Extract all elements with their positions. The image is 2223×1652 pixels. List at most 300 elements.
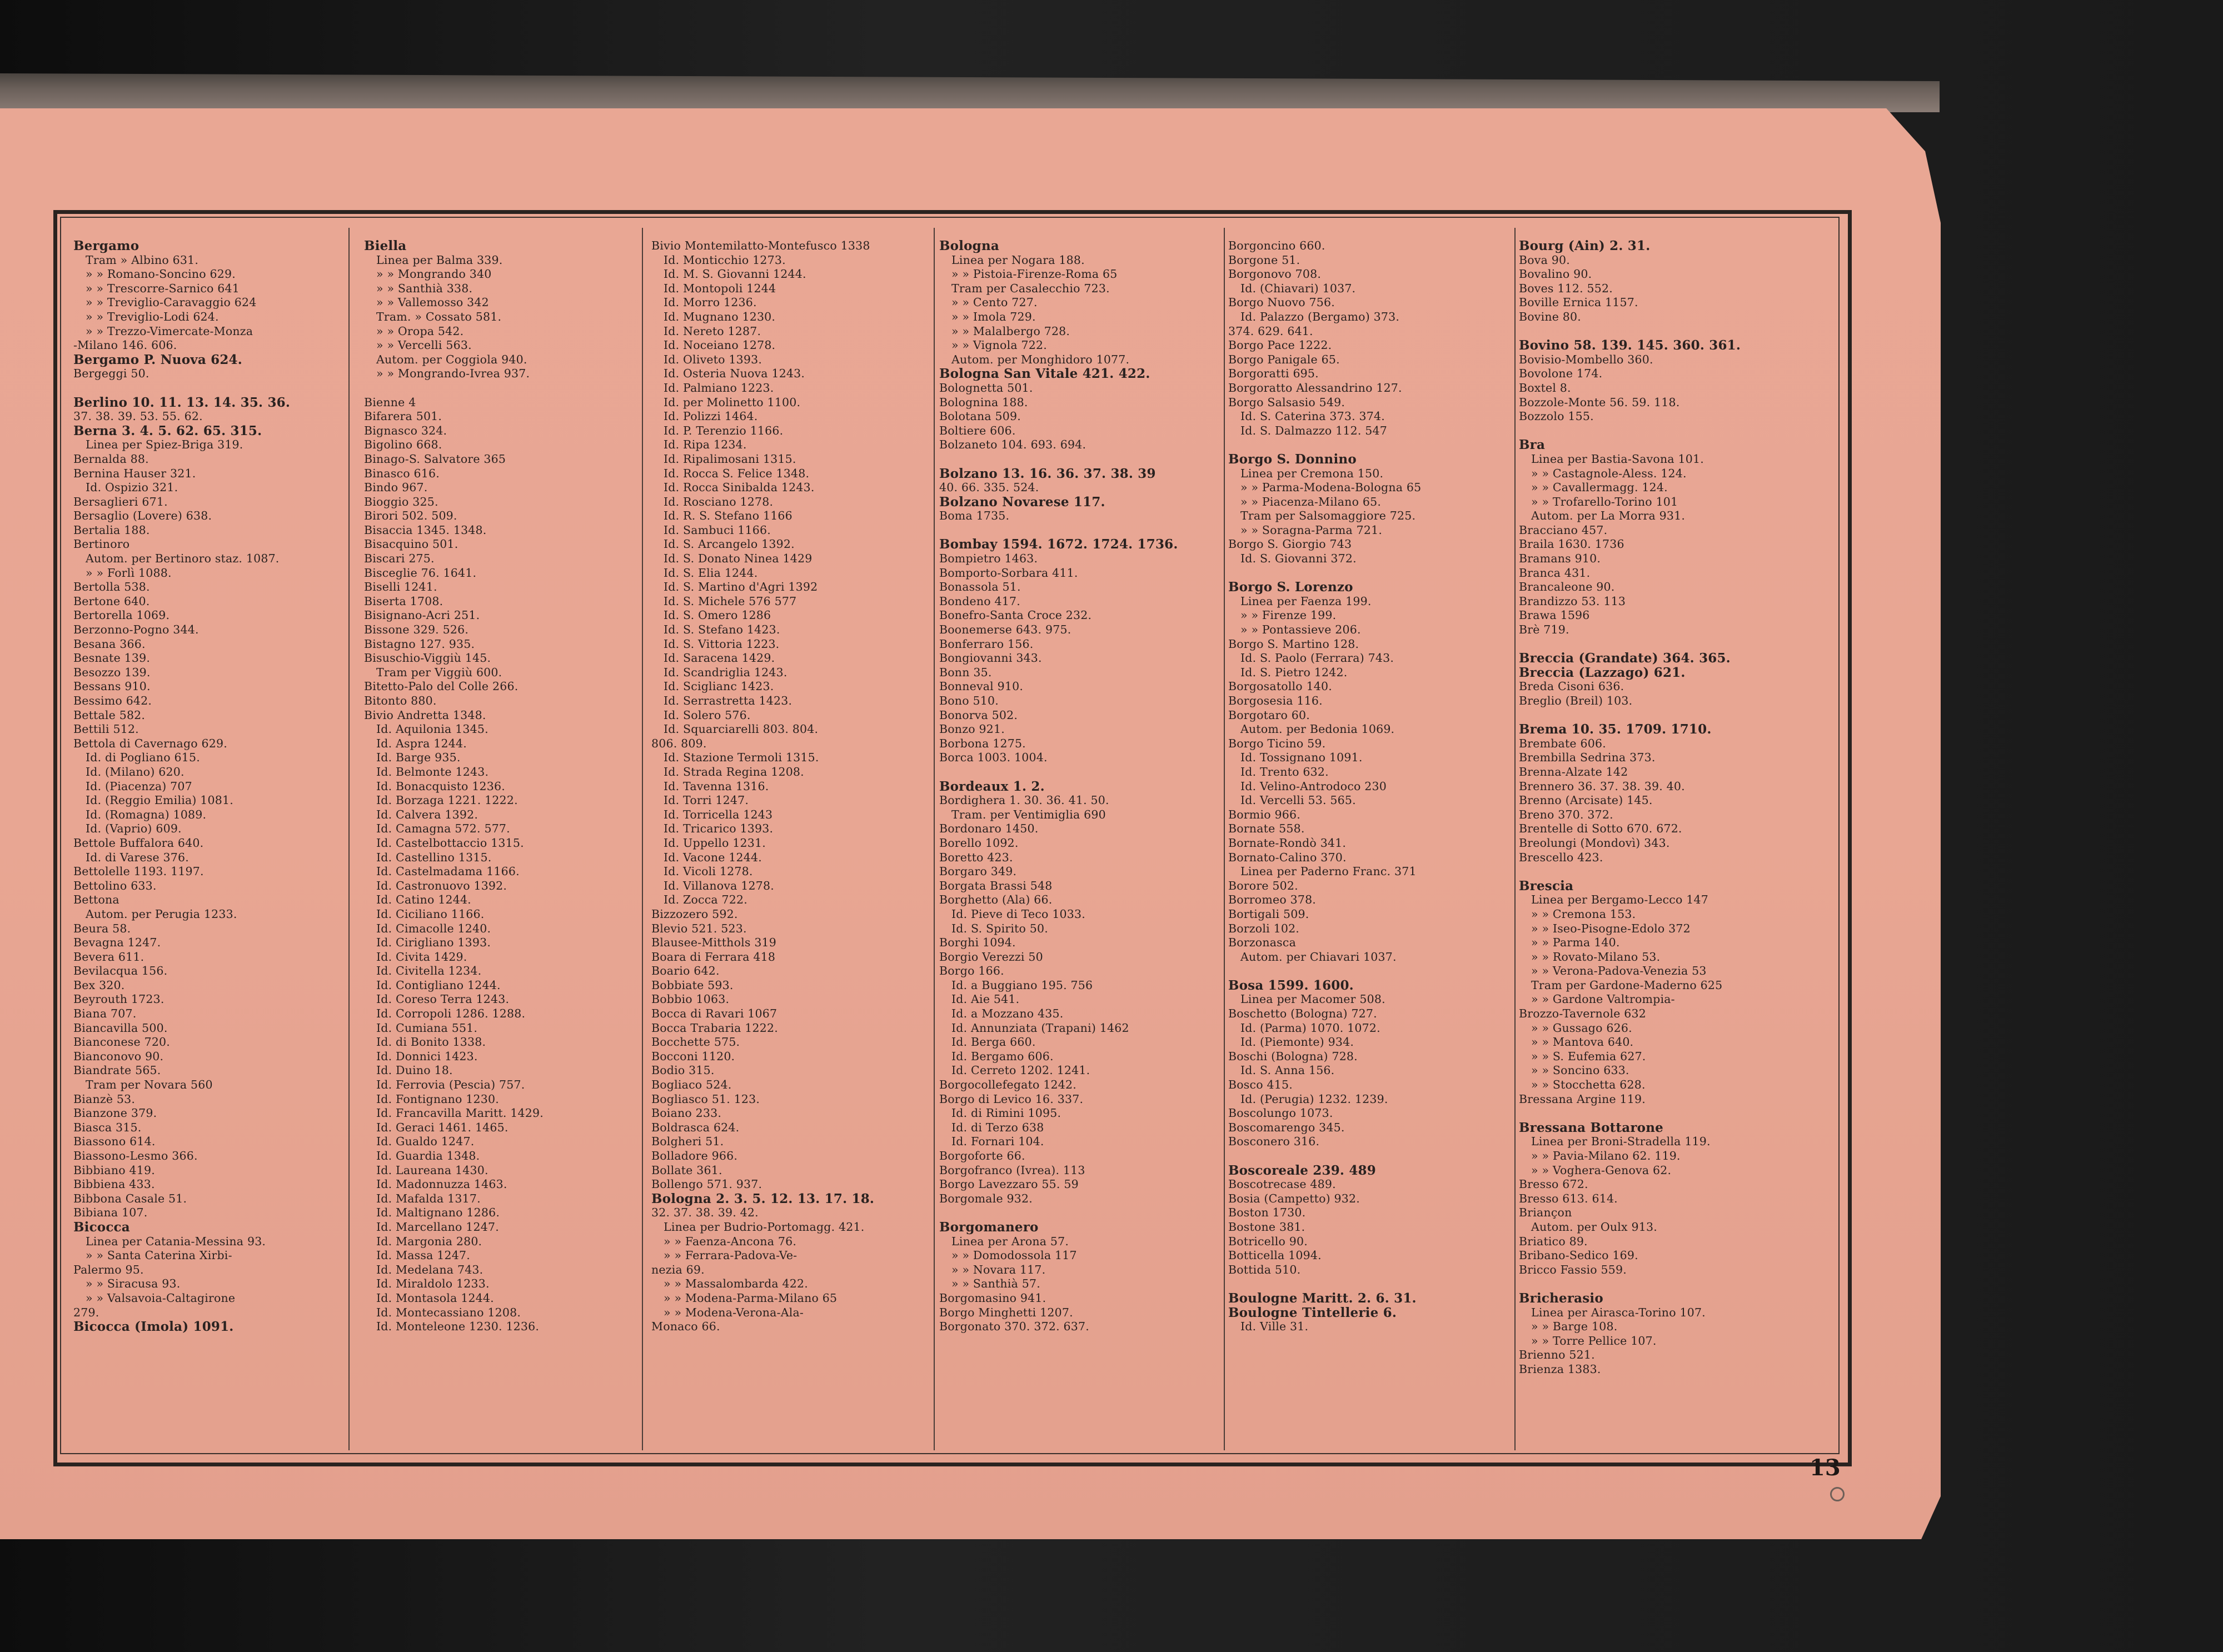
index-entry: » » Santhià 338. — [376, 281, 473, 295]
index-entry: Autom. per La Morra 931. — [1531, 509, 1686, 523]
index-entry: Bolotana 509. — [939, 410, 1021, 423]
index-entry: Biserta 1708. — [364, 594, 443, 608]
index-entry: Beyrouth 1723. — [73, 992, 165, 1006]
index-entry: Bonzo 921. — [939, 722, 1005, 736]
index-entry: » » Cavallermagg. 124. — [1531, 481, 1668, 495]
index-entry: -Milano 146. 606. — [73, 338, 177, 352]
index-entry — [939, 765, 1221, 780]
index-entry: Id. Castelmadama 1166. — [376, 865, 520, 879]
index-entry: Biella — [364, 238, 407, 253]
index-entry: Borello 1092. — [939, 836, 1019, 850]
index-entry: Bicocca — [73, 1219, 130, 1235]
index-entry: Borgosesia 116. — [1228, 694, 1323, 707]
index-entry: Boscolungo 1073. — [1228, 1106, 1333, 1120]
index-entry: Borgoforte 66. — [939, 1149, 1025, 1162]
index-entry: Borgo S. Lorenzo — [1228, 580, 1353, 595]
index-entry: Linea per Catania-Messina 93. — [86, 1234, 266, 1248]
index-entry: Breolungi (Mondovì) 343. — [1519, 836, 1670, 850]
index-entry: Bortigali 509. — [1228, 907, 1309, 921]
index-entry: Braila 1630. 1736 — [1519, 537, 1624, 551]
index-entry: Bosconero 316. — [1228, 1135, 1320, 1149]
index-entry: » » Gussago 626. — [1531, 1021, 1632, 1035]
index-entry: Bindo 967. — [364, 481, 428, 495]
index-entry: Brandizzo 53. 113 — [1519, 594, 1626, 608]
index-entry: Bogliasco 51. 123. — [651, 1092, 760, 1106]
index-entry: Id. Torricella 1243 — [664, 807, 773, 821]
index-entry: Beura 58. — [73, 921, 131, 935]
index-entry: Borgo Pace 1222. — [1228, 338, 1332, 352]
index-entry: » » Trescorre-Sarnico 641 — [86, 281, 240, 295]
index-entry: Id. Tricarico 1393. — [664, 822, 774, 836]
index-entry: Id. Maltignano 1286. — [376, 1206, 500, 1220]
index-entry: » » Pistoia-Firenze-Roma 65 — [951, 267, 1118, 281]
index-entry: » » Oropa 542. — [376, 324, 464, 338]
index-entry: Id. Cumiana 551. — [376, 1021, 478, 1035]
column-separator — [1224, 228, 1225, 1450]
index-entry: Bornate-Rondò 341. — [1228, 836, 1347, 850]
index-entry: » » Mantova 640. — [1531, 1035, 1634, 1049]
index-entry: Bessans 910. — [73, 680, 151, 693]
index-entry: Id. S. Vittoria 1223. — [664, 637, 780, 651]
index-entry: Id. S. Dalmazzo 112. 547 — [1240, 423, 1388, 437]
index-entry: Breno 370. 372. — [1519, 807, 1613, 821]
index-entry: » » Stocchetta 628. — [1531, 1078, 1646, 1092]
index-entry: Bovalino 90. — [1519, 267, 1592, 281]
index-entry: Id. Morro 1236. — [664, 296, 757, 310]
index-entry: Borgaro 349. — [939, 865, 1017, 879]
index-entry: » » Vercelli 563. — [376, 338, 472, 352]
index-entry: Bibbona Casale 51. — [73, 1191, 187, 1205]
index-entry: Id. Laureana 1430. — [376, 1163, 489, 1177]
index-entry: Id. Madonnuzza 1463. — [376, 1177, 507, 1191]
index-entry: Id. Civita 1429. — [376, 950, 467, 964]
index-entry: Brienza 1383. — [1519, 1362, 1601, 1376]
index-entry: Bigolino 668. — [364, 438, 442, 452]
index-entry: Brema 10. 35. 1709. 1710. — [1519, 722, 1712, 737]
index-entry: Id. Marcellano 1247. — [376, 1220, 499, 1234]
index-entry: Borgoratto Alessandrino 127. — [1228, 381, 1402, 395]
index-entry: Id. Coreso Terra 1243. — [376, 992, 510, 1006]
index-entry: Bocca Trabaria 1222. — [651, 1021, 778, 1035]
index-entry: Brenno (Arcisate) 145. — [1519, 793, 1653, 807]
index-entry: Linea per Balma 339. — [376, 253, 503, 267]
index-entry: Brescello 423. — [1519, 850, 1603, 864]
index-entry: Bornate 558. — [1228, 822, 1305, 836]
index-entry: Borghetto (Ala) 66. — [939, 893, 1053, 907]
index-entry: Id. Solero 576. — [664, 708, 751, 722]
index-entry: Id. Cerreto 1202. 1241. — [951, 1064, 1090, 1077]
index-entry: Id. S. Donato Ninea 1429 — [664, 552, 813, 566]
index-entry: Linea per Bergamo-Lecco 147 — [1531, 893, 1708, 907]
index-entry: Botricello 90. — [1228, 1234, 1308, 1248]
index-entry: Borgo Ticino 59. — [1228, 736, 1326, 750]
index-entry: Bricco Fassio 559. — [1519, 1262, 1627, 1276]
index-entry: Id. Castronuovo 1392. — [376, 879, 507, 892]
index-entry: » » Vignola 722. — [951, 338, 1047, 352]
index-entry — [1228, 1149, 1512, 1164]
index-entry: Id. Guardia 1348. — [376, 1149, 480, 1162]
index-entry: Bettole Buffalora 640. — [73, 836, 204, 850]
index-entry: Boldrasca 624. — [651, 1120, 740, 1134]
index-entry: Bolognina 188. — [939, 395, 1028, 409]
index-entry: Borbona 1275. — [939, 736, 1026, 750]
index-entry: Boschetto (Bologna) 727. — [1228, 1007, 1377, 1021]
index-entry: Linea per Paderno Franc. 371 — [1240, 865, 1417, 879]
index-entry: Id. Ciciliano 1166. — [376, 907, 485, 921]
index-entry: » » Modena-Parma-Milano 65 — [664, 1291, 838, 1305]
index-entry: Id. Torri 1247. — [664, 793, 749, 807]
index-entry: Bettolino 633. — [73, 879, 157, 892]
index-entry: 806. 809. — [651, 736, 707, 750]
index-entry: Bressana Argine 119. — [1519, 1092, 1646, 1106]
index-entry: Id. Montecassiano 1208. — [376, 1305, 521, 1319]
index-entry: Bonassola 51. — [939, 580, 1021, 594]
index-entry: Id. S. Michele 576 577 — [664, 594, 797, 608]
index-entry: Borgotaro 60. — [1228, 708, 1310, 722]
index-entry: Id. Noceiano 1278. — [664, 338, 776, 352]
index-entry: 32. 37. 38. 39. 42. — [651, 1206, 759, 1220]
index-entry: Blausee-Mitthols 319 — [651, 936, 777, 950]
index-entry: Autom. per Chiavari 1037. — [1240, 950, 1397, 964]
index-entry: Bra — [1519, 437, 1546, 453]
index-entry: » » Treviglio-Caravaggio 624 — [86, 296, 257, 310]
index-entry: Id. Berga 660. — [951, 1035, 1036, 1049]
index-entry: Bernalda 88. — [73, 452, 149, 466]
index-entry: Bozzolo 155. — [1519, 410, 1594, 423]
index-entry: Id. Bergamo 606. — [951, 1049, 1054, 1063]
index-entry: Borgocollefegato 1242. — [939, 1078, 1076, 1092]
index-entry: Bobbiate 593. — [651, 978, 734, 992]
index-entry: Linea per Broni-Stradella 119. — [1531, 1135, 1711, 1149]
index-entry: Bondeno 417. — [939, 594, 1020, 608]
index-entry: Id. S. Paolo (Ferrara) 743. — [1240, 651, 1394, 665]
index-entry: Bosa 1599. 1600. — [1228, 977, 1354, 993]
index-entry: Borzonasca — [1228, 936, 1296, 950]
index-entry: Bibbiano 419. — [73, 1163, 155, 1177]
index-entry: Bettola di Cavernago 629. — [73, 736, 227, 750]
index-entry: 37. 38. 39. 53. 55. 62. — [73, 410, 203, 423]
index-entry: Id. Donnici 1423. — [376, 1049, 478, 1063]
index-entry: Boxtel 8. — [1519, 381, 1571, 395]
index-entry: Id. (Piacenza) 707 — [86, 779, 192, 793]
index-entry: Tram. per Ventimiglia 690 — [951, 807, 1106, 821]
index-entry: Borca 1003. 1004. — [939, 751, 1048, 765]
index-entry: Borgone 51. — [1228, 253, 1300, 267]
index-entry — [364, 381, 639, 396]
index-entry: Bolzano 13. 16. 36. 37. 38. 39 — [939, 466, 1156, 481]
index-entry: Borgo S. Giorgio 743 — [1228, 537, 1352, 551]
index-entry: Id. Ospizio 321. — [86, 481, 178, 495]
index-entry: Id. Calvera 1392. — [376, 807, 479, 821]
index-entry: Id. (Romagna) 1089. — [86, 807, 207, 821]
index-entry — [1519, 1106, 1808, 1121]
index-entry: Id. Massa 1247. — [376, 1249, 470, 1262]
index-entry: Bressana Bottarone — [1519, 1120, 1663, 1135]
index-entry: Bitonto 880. — [364, 694, 437, 707]
index-entry: Id. P. Terenzio 1166. — [664, 423, 784, 437]
index-entry: Boma 1735. — [939, 509, 1010, 523]
index-entry: Borgo Minghetti 1207. — [939, 1305, 1073, 1319]
index-entry: Id. Aspra 1244. — [376, 736, 467, 750]
index-entry: Borgomanero — [939, 1219, 1039, 1235]
index-entry: Binasco 616. — [364, 466, 440, 480]
index-entry: » » Soragna-Parma 721. — [1240, 523, 1383, 537]
index-entry: Autom. per Coggiola 940. — [376, 352, 527, 366]
index-entry: Bevagna 1247. — [73, 936, 161, 950]
index-entry: Bistagno 127. 935. — [364, 637, 475, 651]
index-entry: Id. S. Elia 1244. — [664, 566, 758, 580]
index-entry: Bevilacqua 156. — [73, 964, 168, 978]
index-entry: Brawa 1596 — [1519, 608, 1590, 622]
index-entry: Bogliaco 524. — [651, 1078, 732, 1092]
index-entry: Briatico 89. — [1519, 1234, 1588, 1248]
index-entry: Boville Ernica 1157. — [1519, 296, 1638, 310]
index-entry: » » Cremona 153. — [1531, 907, 1636, 921]
index-entry: Id. Vercelli 53. 565. — [1240, 793, 1356, 807]
index-entry: » » Castagnole-Aless. 124. — [1531, 466, 1687, 480]
index-entry — [1519, 637, 1808, 652]
index-entry: Bianconese 720. — [73, 1035, 171, 1049]
index-entry: Boscoreale 239. 489 — [1228, 1162, 1376, 1178]
index-entry: » » Treviglio-Lodi 624. — [86, 310, 219, 323]
index-entry: Linea per Cremona 150. — [1240, 466, 1384, 480]
index-entry: Id. Rocca S. Felice 1348. — [664, 466, 810, 480]
index-entry: Borghi 1094. — [939, 936, 1016, 950]
index-entry: Id. Monteleone 1230. 1236. — [376, 1320, 540, 1334]
index-entry: Id. Fornari 104. — [951, 1135, 1044, 1149]
index-entry: Bersaglio (Lovere) 638. — [73, 509, 212, 523]
index-entry: Borzoli 102. — [1228, 921, 1300, 935]
index-entry — [1228, 438, 1512, 452]
index-entry: Breccia (Grandate) 364. 365. — [1519, 651, 1731, 666]
index-entry: Id. Tossignano 1091. — [1240, 751, 1363, 765]
index-entry: Id. S. Caterina 373. 374. — [1240, 410, 1385, 423]
index-entry: Bolognetta 501. — [939, 381, 1033, 395]
index-entry: Borgata Brassi 548 — [939, 879, 1053, 892]
index-entry: Borgonato 370. 372. 637. — [939, 1320, 1089, 1334]
index-entry: Brancaleone 90. — [1519, 580, 1615, 594]
index-entry: » » Trezzo-Vimercate-Monza — [86, 324, 253, 338]
index-entry: Bonneval 910. — [939, 680, 1024, 693]
index-entry: Bosco 415. — [1228, 1078, 1293, 1092]
index-entry: Id. Rocca Sinibalda 1243. — [664, 481, 815, 495]
index-entry: » » Imola 729. — [951, 310, 1036, 323]
index-entry: Bignasco 324. — [364, 423, 447, 437]
index-entry: » » Malalbergo 728. — [951, 324, 1070, 338]
index-entry: Bianconovo 90. — [73, 1049, 164, 1063]
index-entry: Boves 112. 552. — [1519, 281, 1613, 295]
index-entry: Id. a Buggiano 195. 756 — [951, 978, 1093, 992]
index-entry: Id. Gualdo 1247. — [376, 1135, 475, 1149]
index-entry — [939, 1206, 1221, 1220]
index-entry: Id. Medelana 743. — [376, 1262, 484, 1276]
index-entry: Linea per Faenza 199. — [1240, 594, 1372, 608]
index-entry: Briançon — [1519, 1206, 1572, 1220]
index-entry: » » Mongrando-Ivrea 937. — [376, 367, 530, 381]
index-entry: Id. Borzaga 1221. 1222. — [376, 793, 518, 807]
index-entry: Bollengo 571. 937. — [651, 1177, 762, 1191]
index-entry: Id. Ripa 1234. — [664, 438, 747, 452]
index-entry: Id. Corropoli 1286. 1288. — [376, 1007, 526, 1021]
index-entry: Id. Montasola 1244. — [376, 1291, 494, 1305]
index-entry: Bribano-Sedico 169. — [1519, 1249, 1638, 1262]
index-entry: Brienno 521. — [1519, 1348, 1595, 1362]
index-entry: Id. Ripalimosani 1315. — [664, 452, 796, 466]
index-entry: » » Torre Pellice 107. — [1531, 1334, 1657, 1347]
index-column-3 — [651, 239, 931, 1450]
index-entry: Tram per Casalecchio 723. — [951, 281, 1110, 295]
index-entry: Bracciano 457. — [1519, 523, 1608, 537]
index-entry: Bertorella 1069. — [73, 608, 170, 622]
index-entry: Bertone 640. — [73, 594, 150, 608]
index-entry: » » Massalombarda 422. — [664, 1277, 808, 1291]
index-entry: Bomporto-Sorbara 411. — [939, 566, 1078, 580]
index-entry: » » Gardone Valtrompia- — [1531, 992, 1675, 1006]
index-entry: Id. S. Pietro 1242. — [1240, 665, 1348, 679]
index-entry: Id. Civitella 1234. — [376, 964, 482, 978]
index-entry: Linea per Spiez-Briga 319. — [86, 438, 243, 452]
index-entry: » » Romano-Soncino 629. — [86, 267, 236, 281]
index-entry: Id. Sciglianc 1423. — [664, 680, 774, 693]
index-entry: Bettale 582. — [73, 708, 146, 722]
page-number: 13 — [1810, 1455, 1841, 1481]
index-entry: Monaco 66. — [651, 1320, 720, 1334]
index-entry: Id. per Molinetto 1100. — [664, 395, 801, 409]
index-entry — [1519, 708, 1808, 723]
index-entry: » » Vallemosso 342 — [376, 296, 489, 310]
index-entry: Brentelle di Sotto 670. 672. — [1519, 822, 1682, 836]
index-entry: Bova 90. — [1519, 253, 1570, 267]
index-entry: Palermo 95. — [73, 1262, 144, 1276]
index-entry: Id. S. Martino d'Agri 1392 — [664, 580, 818, 594]
index-entry: Borgo Panigale 65. — [1228, 352, 1340, 366]
index-entry: Bonorva 502. — [939, 708, 1018, 722]
index-entry: Bettili 512. — [73, 722, 139, 736]
index-entry: Id. S. Spirito 50. — [951, 921, 1048, 935]
index-entry: » » Pontassieve 206. — [1240, 623, 1361, 637]
index-entry: Id. Contigliano 1244. — [376, 978, 501, 992]
index-entry: Id. Barge 935. — [376, 751, 461, 765]
index-entry: » » Domodossola 117 — [951, 1249, 1077, 1262]
index-entry: Id. Belmonte 1243. — [376, 765, 489, 778]
index-entry: Bordighera 1. 30. 36. 41. 50. — [939, 793, 1109, 807]
index-entry: Id. Oliveto 1393. — [664, 352, 762, 366]
index-entry — [939, 523, 1221, 538]
index-entry: Borgomale 932. — [939, 1191, 1033, 1205]
index-entry: Borgo S. Martino 128. — [1228, 637, 1359, 651]
index-entry: Brennero 36. 37. 38. 39. 40. — [1519, 779, 1685, 793]
index-entry: Id. M. S. Giovanni 1244. — [664, 267, 806, 281]
index-entry: Bordeaux 1. 2. — [939, 778, 1045, 794]
index-entry: Id. Squarciarelli 803. 804. — [664, 722, 819, 736]
index-entry: Bex 320. — [73, 978, 125, 992]
index-entry: » » Modena-Verona-Ala- — [664, 1305, 804, 1319]
index-entry: Bresso 613. 614. — [1519, 1191, 1618, 1205]
index-entry: Id. Nereto 1287. — [664, 324, 761, 338]
index-entry: Bovolone 174. — [1519, 367, 1603, 381]
index-entry: Bivio Montemilatto-Montefusco 1338 — [651, 239, 870, 252]
index-entry: Bosia (Campetto) 932. — [1228, 1191, 1360, 1205]
index-entry: Id. Zocca 722. — [664, 893, 747, 907]
index-entry: Id. Montopoli 1244 — [664, 281, 776, 295]
index-entry: Boario 642. — [651, 964, 720, 978]
index-entry: Id. (Vaprio) 609. — [86, 822, 182, 836]
index-entry: Biasca 315. — [73, 1120, 142, 1134]
index-entry: Bolzano Novarese 117. — [939, 494, 1105, 510]
index-entry: » » Siracusa 93. — [86, 1277, 181, 1291]
index-entry: Tram per Viggiù 600. — [376, 665, 502, 679]
index-entry: Id. (Parma) 1070. 1072. — [1240, 1021, 1380, 1035]
index-entry: Id. Mafalda 1317. — [376, 1191, 481, 1205]
index-entry: Bicocca (Imola) 1091. — [73, 1319, 234, 1335]
index-entry: Bevera 611. — [73, 950, 144, 964]
index-entry: » » Ferrara-Padova-Ve- — [664, 1249, 798, 1262]
index-entry: Bergamo P. Nuova 624. — [73, 352, 242, 367]
index-entry: Besnate 139. — [73, 651, 151, 665]
index-entry: Id. di Rimini 1095. — [951, 1106, 1061, 1120]
index-entry: Id. S. Stefano 1423. — [664, 623, 780, 637]
index-entry: Bono 510. — [939, 694, 999, 707]
index-entry: Boschi (Bologna) 728. — [1228, 1049, 1358, 1063]
index-entry: Botticella 1094. — [1228, 1249, 1322, 1262]
index-entry: Borore 502. — [1228, 879, 1298, 892]
index-entry: Bologna — [939, 238, 999, 253]
index-entry: Borromeo 378. — [1228, 893, 1317, 907]
index-entry: Biana 707. — [73, 1007, 137, 1021]
index-entry: Bibiana 107. — [73, 1206, 148, 1220]
index-entry: Id. Vacone 1244. — [664, 850, 762, 864]
index-entry: Bolzaneto 104. 693. 694. — [939, 438, 1086, 452]
index-entry: Bianzè 53. — [73, 1092, 136, 1106]
index-entry: Bergeggi 50. — [73, 367, 149, 381]
index-entry: Id. Miraldolo 1233. — [376, 1277, 490, 1291]
index-entry: Id. S. Arcangelo 1392. — [664, 537, 795, 551]
index-entry: Bostone 381. — [1228, 1220, 1305, 1234]
index-entry: Bolgheri 51. — [651, 1135, 724, 1149]
index-entry: Biancavilla 500. — [73, 1021, 168, 1035]
index-entry: Biassono-Lesmo 366. — [73, 1149, 198, 1162]
index-entry: Borgo S. Donnino — [1228, 451, 1357, 467]
index-entry: Bovino 58. 139. 145. 360. 361. — [1519, 338, 1741, 353]
index-entry: Id. Aquilonia 1345. — [376, 722, 489, 736]
index-entry: Id. (Chiavari) 1037. — [1240, 281, 1356, 295]
index-entry: Tram per Novara 560 — [86, 1078, 213, 1092]
index-entry: Id. Pieve di Teco 1033. — [951, 907, 1086, 921]
index-entry: Breccia (Lazzago) 621. — [1519, 665, 1686, 680]
index-entry: Bompietro 1463. — [939, 552, 1038, 566]
index-entry: Bersaglieri 671. — [73, 495, 168, 508]
index-entry: Brembilla Sedrina 373. — [1519, 751, 1656, 765]
index-entry: » » Faenza-Ancona 76. — [664, 1234, 797, 1248]
index-column-4 — [939, 239, 1221, 1450]
index-entry: Bienne 4 — [364, 395, 416, 409]
index-entry: Bozzole-Monte 56. 59. 118. — [1519, 395, 1680, 409]
index-column-2 — [364, 239, 639, 1450]
index-entry: Id. S. Giovanni 372. — [1240, 552, 1357, 566]
index-entry: Id. Fontignano 1230. — [376, 1092, 499, 1106]
index-entry: Bombay 1594. 1672. 1724. 1736. — [939, 537, 1178, 552]
index-entry: Borgo Salsasio 549. — [1228, 395, 1345, 409]
index-entry: Tram » Albino 631. — [86, 253, 199, 267]
index-entry: Bresso 672. — [1519, 1177, 1588, 1191]
index-entry: Autom. per Perugia 1233. — [86, 907, 237, 921]
index-entry: Bisaccia 1345. 1348. — [364, 523, 487, 537]
index-entry: Bonefro-Santa Croce 232. — [939, 608, 1092, 622]
index-entry: Id. Palazzo (Bergamo) 373. — [1240, 310, 1400, 323]
index-entry: Bottida 510. — [1228, 1262, 1301, 1276]
index-entry: Id. Margonia 280. — [376, 1234, 482, 1248]
index-column-6 — [1519, 239, 1808, 1450]
